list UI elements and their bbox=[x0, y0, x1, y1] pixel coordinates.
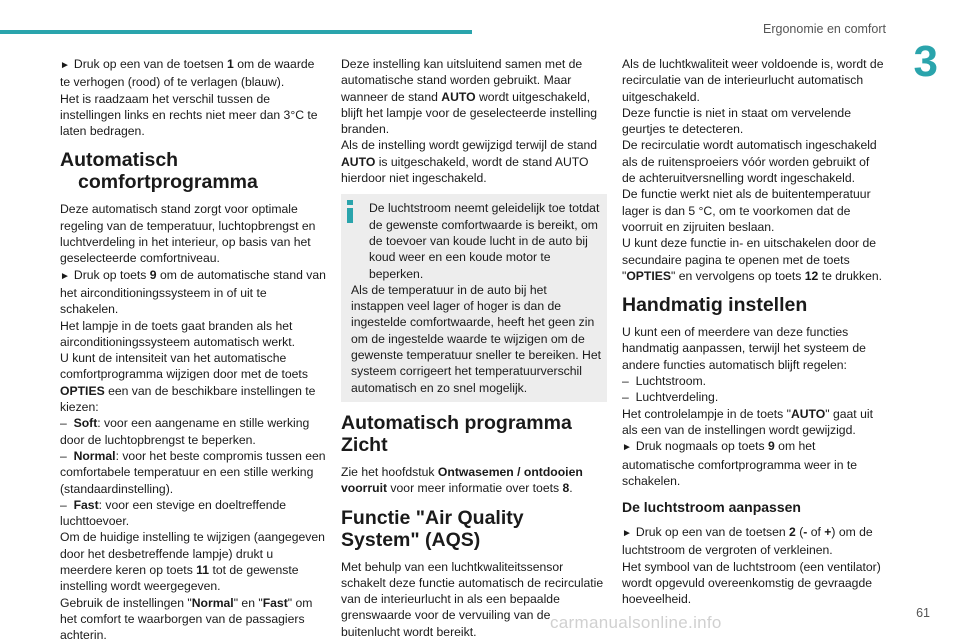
paragraph: Het controlelampje in de toets "AUTO" gaat uit als een van de instellingen wordt gewijzigd. bbox=[622, 406, 873, 437]
chapter-number: 3 bbox=[913, 37, 938, 86]
list-item-soft: – Soft: voor een aangename en stille werking door de luchtopbrengst te beperken. bbox=[60, 416, 310, 447]
paragraph: Als de luchtkwaliteit weer voldoende is, wordt de recirculatie van de interieurlucht automatisch uitgeschakeld. bbox=[622, 57, 884, 104]
watermark: carmanualsonline.info bbox=[550, 613, 722, 632]
header-accent-bar bbox=[0, 30, 472, 34]
list-item-fast: – Fast: voor een stevige en doeltreffende luchttoevoer. bbox=[60, 497, 287, 529]
list-item-normal: – Normal: voor het beste compromis tussen een comfortabele temperatuur en een stille werking (standaardinstelling). bbox=[60, 448, 326, 496]
paragraph: Het symbool van de luchtstroom (een ventilator) wordt opgevuld overeenkomstig de gevraagde hoeveelheid. bbox=[622, 559, 881, 607]
list-item: – Luchtverdeling. bbox=[622, 390, 719, 405]
paragraph: Gebruik de instellingen "Normal" en "Fast" om het comfort te waarborgen van de passagiers achterin. bbox=[60, 595, 313, 643]
arrow-bullet-icon: ► bbox=[60, 270, 70, 282]
paragraph: ► Druk op toets 9 om de automatische stand van het airconditioningssysteem in of uit te schakelen. bbox=[60, 267, 326, 317]
paragraph: Deze instelling kan uitsluitend samen met de automatische stand worden gebruikt. Maar wanneer de stand AUTO wordt uitgeschakeld, blijft het lampje voor de geselecteerde instelling branden. bbox=[341, 57, 598, 137]
paragraph: De functie werkt niet als de buitentemperatuur lager is dan 5 °C, om te voorkomen dat de voorruit en zijruiten beslaan. bbox=[622, 187, 871, 234]
paragraph: U kunt een of meerdere van deze functies handmatig aanpassen, terwijl het systeem de andere functies automatisch blijft regelen: bbox=[622, 325, 866, 372]
paragraph: ► Druk op een van de toetsen 1 om de waarde te verhogen (rood) of te verlagen (blauw). bbox=[60, 57, 315, 90]
arrow-bullet-icon: ► bbox=[60, 60, 70, 71]
heading-aqs: Functie "Air Quality System" (AQS) bbox=[341, 506, 524, 551]
paragraph: ► Druk nogmaals op toets 9 om het automatische comfortprogramma weer in te schakelen. bbox=[622, 439, 858, 488]
paragraph: ► Druk op een van de toetsen 2 (- of +) om de luchtstroom de vergroten of verkleinen. bbox=[622, 525, 873, 558]
section-title: Ergonomie en comfort bbox=[763, 22, 886, 36]
paragraph: Om de huidige instelling te wijzigen (aangegeven door het desbetreffende lampje) drukt u meerdere keren op toets 11 tot de gewenste instelling wordt weergegeven. bbox=[60, 530, 325, 594]
paragraph: Deze functie is niet in staat om vervelende geurtjes te detecteren. bbox=[622, 105, 851, 137]
paragraph: Het is raadzaam het verschil tussen de instellingen links en rechts niet meer dan 3°C te laten bedragen. bbox=[60, 91, 318, 139]
paragraph: De recirculatie wordt automatisch ingeschakeld als de ruitensproeiers vóór worden gebruikt of de achteruitversnelling wordt ingeschakeld. bbox=[622, 138, 877, 186]
heading-auto-comfort: Automatisch comfortprogramma bbox=[60, 149, 258, 194]
paragraph: U kunt de intensiteit van het automatische comfortprogramma wijzigen door met de toets OPTIES een van de beschikbare instellingen te kiezen: bbox=[60, 351, 316, 415]
info-box bbox=[341, 194, 607, 402]
heading-airflow: De luchtstroom aanpassen bbox=[622, 499, 801, 516]
paragraph: U kunt deze functie in- en uitschakelen door de secundaire pagina te openen met de toets "OPTIES" en vervolgens op toets 12 te drukken. bbox=[622, 236, 883, 283]
heading-manual: Handmatig instellen bbox=[622, 294, 808, 317]
arrow-bullet-icon: ► bbox=[622, 442, 632, 454]
paragraph: Met behulp van een luchtkwaliteitssensor schakelt deze functie automatisch de recirculatie van de interieurlucht in als een bepaalde grenswaarde voor de vervuiling van de buitenlucht wordt bereikt. bbox=[341, 559, 604, 639]
heading-visibility-program: Automatisch programma Zicht bbox=[341, 411, 572, 456]
column-left bbox=[60, 56, 326, 644]
page-number: 61 bbox=[916, 606, 930, 620]
info-icon bbox=[347, 200, 353, 222]
paragraph: Deze automatisch stand zorgt voor optimale regeling van de temperatuur, luchtopbrengst en luchtverdeling in het interieur, op basis van het geselecteerde comfortniveau. bbox=[60, 202, 316, 266]
paragraph: Het lampje in de toets gaat branden als het airconditioningssysteem automatisch werkt. bbox=[60, 318, 296, 349]
info-paragraph: De luchtstroom neemt geleidelijk toe totdat de gewenste comfortwaarde is bereikt, om de toevoer van koude lucht in de auto bij koud weer en een koude motor te beperken. bbox=[369, 201, 600, 281]
list-item: – Luchtstroom. bbox=[622, 374, 707, 389]
arrow-bullet-icon: ► bbox=[622, 528, 632, 540]
paragraph: Zie het hoofdstuk Ontwasemen / ontdooien voorruit voor meer informatie over toets 8. bbox=[341, 464, 583, 496]
column-right bbox=[622, 56, 884, 608]
paragraph: Als de instelling wordt gewijzigd terwijl de stand AUTO is uitgeschakeld, wordt de stand AUTO hierdoor niet ingeschakeld. bbox=[341, 138, 598, 186]
info-paragraph: Als de temperatuur in de auto bij het instappen veel lager of hoger is dan de ingestelde comfortwaarde, heeft het geen zin om de ingestelde waarde te wijzigen om de gewenste temperatuur sneller te bereiken. Het systeem corrigeert het temperatuurverschil automatisch en zo snel mogelijk. bbox=[351, 282, 601, 395]
column-middle bbox=[341, 56, 607, 640]
